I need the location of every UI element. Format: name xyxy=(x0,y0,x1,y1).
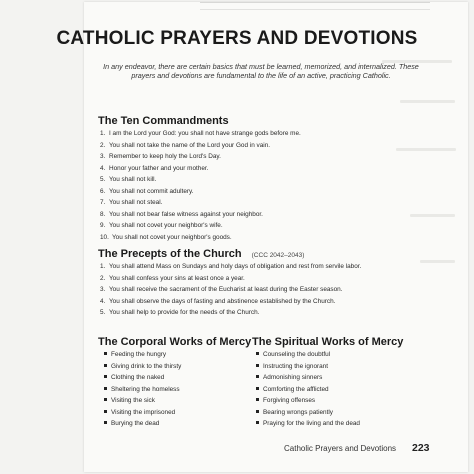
bullet-icon xyxy=(104,375,107,378)
item-text: You shall attend Mass on Sundays and holy days of obligation and rest from servile labor. xyxy=(109,263,362,270)
item-number: 1. xyxy=(100,130,106,137)
spiritual-works-heading: The Spiritual Works of Mercy xyxy=(252,336,404,348)
list-item xyxy=(104,361,181,373)
item-text: Burying the dead xyxy=(111,420,160,427)
bullet-icon xyxy=(256,375,259,378)
show-through-line xyxy=(420,260,455,263)
list-item xyxy=(256,349,360,361)
list-item xyxy=(100,232,301,244)
list-item xyxy=(100,220,301,232)
item-text: Admonishing sinners xyxy=(263,374,323,381)
item-text: You shall observe the days of fasting and abstinence established by the Church. xyxy=(109,297,336,305)
item-number: 4. xyxy=(100,164,106,172)
item-text: Praying for the living and the dead xyxy=(263,420,360,427)
bullet-icon xyxy=(256,364,259,367)
page-title: CATHOLIC PRAYERS AND DEVOTIONS xyxy=(56,28,418,49)
item-text: Bearing wrongs patiently xyxy=(263,408,333,416)
item-number: 6. xyxy=(100,187,106,195)
list-item xyxy=(100,174,301,186)
bullet-icon xyxy=(104,421,107,424)
spiritual-works-list xyxy=(256,349,360,430)
item-number: 5. xyxy=(100,176,106,183)
list-item xyxy=(256,395,360,407)
item-number: 4. xyxy=(100,297,106,305)
intro-paragraph: In any endeavor, there are certain basics that must be learned, memorized, and internalized. These prayers and devotions are fundamental to the life of an active, practicing Catholic. xyxy=(103,62,419,80)
item-text: Clothing the naked xyxy=(111,374,165,381)
item-text: Counseling the doubtful xyxy=(263,351,331,358)
corporal-works-list xyxy=(104,349,181,430)
item-text: Forgiving offenses xyxy=(263,397,316,404)
item-number: 3. xyxy=(100,286,106,293)
list-item xyxy=(100,273,361,285)
show-through-line xyxy=(396,148,456,151)
list-item xyxy=(100,261,361,273)
bullet-icon xyxy=(104,387,107,390)
show-through-header xyxy=(200,2,430,10)
list-item xyxy=(104,395,181,407)
list-item xyxy=(100,284,361,296)
catechism-reference: (CCC 2042–2043) xyxy=(251,252,305,259)
bullet-icon xyxy=(256,352,259,355)
list-item xyxy=(104,407,181,419)
bullet-icon xyxy=(104,410,107,413)
item-text: You shall not steal. xyxy=(109,199,163,206)
item-text: You shall not commit adultery. xyxy=(109,187,194,195)
show-through-line xyxy=(410,214,455,217)
item-number: 1. xyxy=(100,263,106,270)
item-text: Feeding the hungry xyxy=(111,351,167,358)
item-number: 8. xyxy=(100,210,106,218)
item-text: Sheltering the homeless xyxy=(111,385,180,393)
show-through-line xyxy=(400,100,455,103)
list-item xyxy=(100,186,301,198)
footer-section-label: Catholic Prayers and Devotions xyxy=(284,444,397,453)
list-item xyxy=(256,361,360,373)
commandments-list xyxy=(100,128,301,243)
commandments-heading: The Ten Commandments xyxy=(98,115,229,127)
item-text: You shall help to provide for the needs of the Church. xyxy=(109,309,260,316)
precepts-list xyxy=(100,261,361,319)
precepts-heading-text: The Precepts of the Church xyxy=(98,248,242,260)
bullet-icon xyxy=(104,364,107,367)
item-text: You shall not take the name of the Lord your God in vain. xyxy=(109,141,271,149)
corporal-works-heading: The Corporal Works of Mercy xyxy=(98,336,252,348)
list-item xyxy=(100,296,361,308)
list-item xyxy=(100,197,301,209)
list-item xyxy=(104,418,181,430)
item-number: 3. xyxy=(100,153,106,160)
item-number: 10. xyxy=(100,233,109,241)
item-text: Instructing the ignorant xyxy=(263,362,329,370)
item-text: You shall not covet your neighbor's goods. xyxy=(112,233,232,241)
item-text: Honor your father and your mother. xyxy=(109,164,209,172)
item-text: Remember to keep holy the Lord's Day. xyxy=(109,153,221,160)
precepts-heading xyxy=(98,248,304,260)
list-item xyxy=(256,407,360,419)
item-text: Visiting the imprisoned xyxy=(111,408,176,416)
page-number: 223 xyxy=(412,442,430,454)
list-item xyxy=(100,128,301,140)
list-item xyxy=(104,372,181,384)
item-text: Visiting the sick xyxy=(111,397,155,404)
item-text: You shall receive the sacrament of the Eucharist at least during the Easter season. xyxy=(109,286,343,293)
bullet-icon xyxy=(256,398,259,401)
list-item xyxy=(100,209,301,221)
bullet-icon xyxy=(104,352,107,355)
item-number: 2. xyxy=(100,274,106,282)
bullet-icon xyxy=(256,387,259,390)
list-item xyxy=(100,307,361,319)
list-item xyxy=(104,384,181,396)
list-item xyxy=(100,151,301,163)
item-text: You shall confess your sins at least once a year. xyxy=(109,274,245,282)
list-item xyxy=(256,384,360,396)
item-text: I am the Lord your God: you shall not have strange gods before me. xyxy=(109,130,301,137)
item-number: 2. xyxy=(100,141,106,149)
list-item xyxy=(100,163,301,175)
list-item xyxy=(104,349,181,361)
bullet-icon xyxy=(104,398,107,401)
item-text: You shall not covet your neighbor's wife. xyxy=(109,222,223,229)
item-text: Giving drink to the thirsty xyxy=(111,362,182,370)
item-number: 5. xyxy=(100,309,106,316)
list-item xyxy=(256,418,360,430)
item-number: 7. xyxy=(100,199,106,206)
item-text: Comforting the afflicted xyxy=(263,385,329,393)
item-text: You shall not bear false witness against your neighbor. xyxy=(109,210,263,218)
bullet-icon xyxy=(256,410,259,413)
item-number: 9. xyxy=(100,222,106,229)
list-item xyxy=(100,140,301,152)
list-item xyxy=(256,372,360,384)
bullet-icon xyxy=(256,421,259,424)
item-text: You shall not kill. xyxy=(109,176,157,183)
